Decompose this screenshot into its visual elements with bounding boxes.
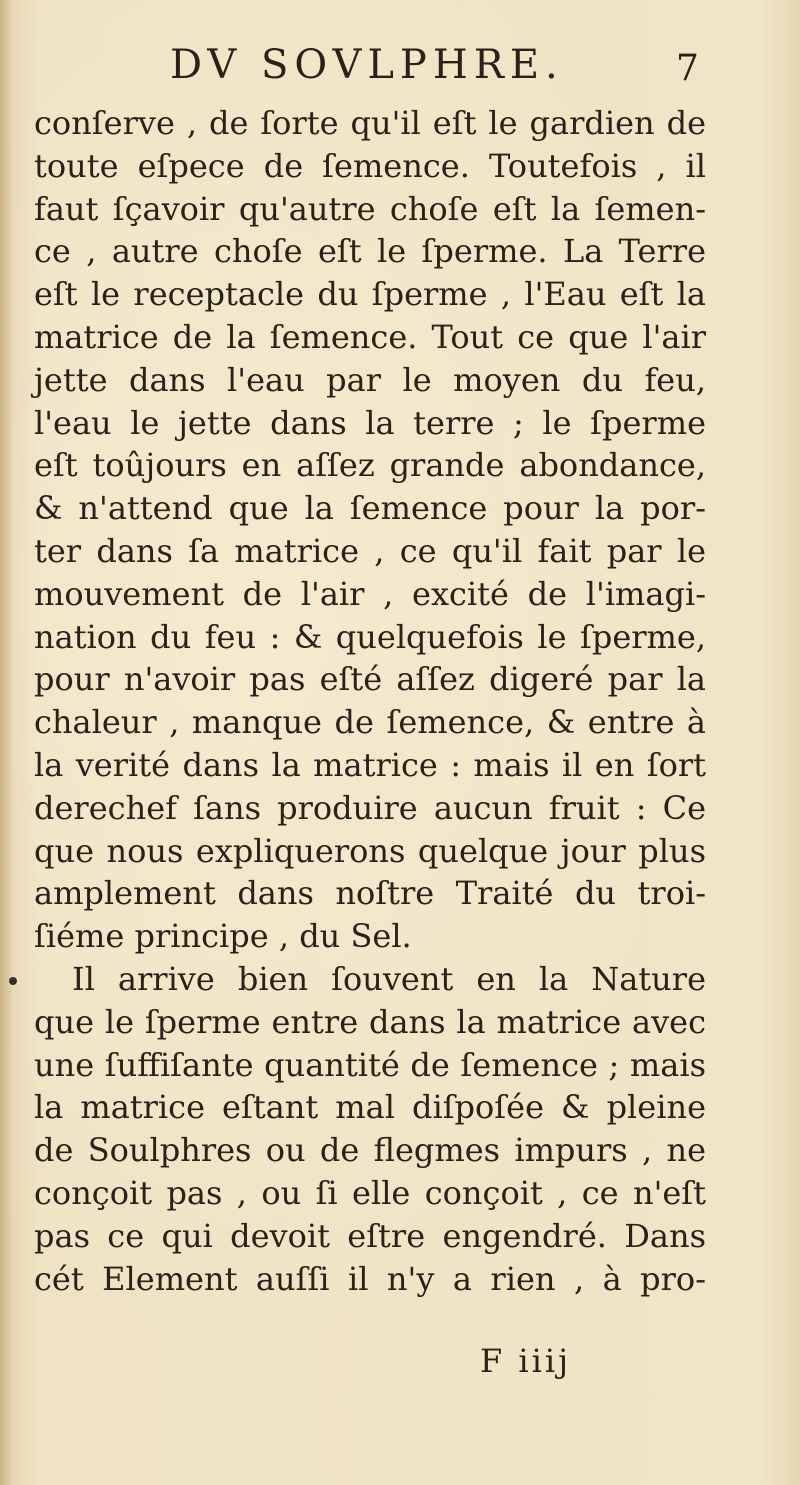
text-line: que nous expliquerons quelque jour plus [34,831,706,870]
text-line: l'eau le jette dans la terre ; le ſperme [34,403,706,442]
text-line: pas ce qui devoit eſtre engendré. Dans [34,1216,706,1255]
body-text [34,102,706,1300]
text-line: jette dans l'eau par le moyen du feu, [34,360,706,399]
text-line: faut ſçavoir qu'autre choſe eſt la ſemen- [34,189,706,228]
text-line: nation du feu : & quelquefois le ſperme, [34,617,706,656]
ink-dot [9,977,17,985]
signature-mark: F iiij [480,1342,571,1380]
page-gutter [0,0,12,1485]
text-line: cét Element auſſi il n'y a rien , à pro- [34,1259,706,1298]
text-line: conſerve , de ſorte qu'il eſt le gardien de [34,104,706,142]
text-line: derechef ſans produire aucun fruit : Ce [34,788,706,827]
text-line: & n'attend que la ſemence pour la por- [34,489,706,528]
text-line: chaleur , manque de ſemence, & entre à [34,703,706,742]
text-line: matrice de la ſemence. Tout ce que l'air [34,317,706,356]
text-line: que le ſperme entre dans la matrice avec [34,1002,706,1041]
text-line: mouvement de l'air , excité de l'imagi- [34,574,706,613]
page-number: 7 [676,48,699,89]
text-line: ſiéme principe , du Sel. [34,917,412,956]
text-line: une ſuffiſante quantité de ſemence ; mais [34,1045,706,1084]
text-line: conçoit pas , ou ſi elle conçoit , ce n'eſt [34,1173,706,1212]
text-line: amplement dans noſtre Traité du troi- [34,874,706,913]
text-line: la verité dans la matrice : mais il en ſort [34,745,706,784]
text-line: la matrice eſtant mal diſpoſée & pleine [34,1088,706,1127]
text-line: eſt toûjours en aſſez grande abondance, [34,446,706,485]
running-head: DV SOVLPHRE. [170,42,564,88]
text-line: ce , autre choſe eſt le ſperme. La Terre [34,232,706,271]
text-line: Il arrive bien ſouvent en la Nature [72,959,706,998]
text-line: toute eſpece de ſemence. Toutefois , il [34,146,706,185]
text-line: pour n'avoir pas eſté aſſez digeré par la [34,660,706,699]
text-line: eſt le receptacle du ſperme , l'Eau eſt la [34,275,706,314]
text-line: ter dans ſa matrice , ce qu'il fait par le [34,531,706,570]
page-header [0,42,800,102]
text-line: de Soulphres ou de flegmes impurs , ne [34,1131,706,1170]
